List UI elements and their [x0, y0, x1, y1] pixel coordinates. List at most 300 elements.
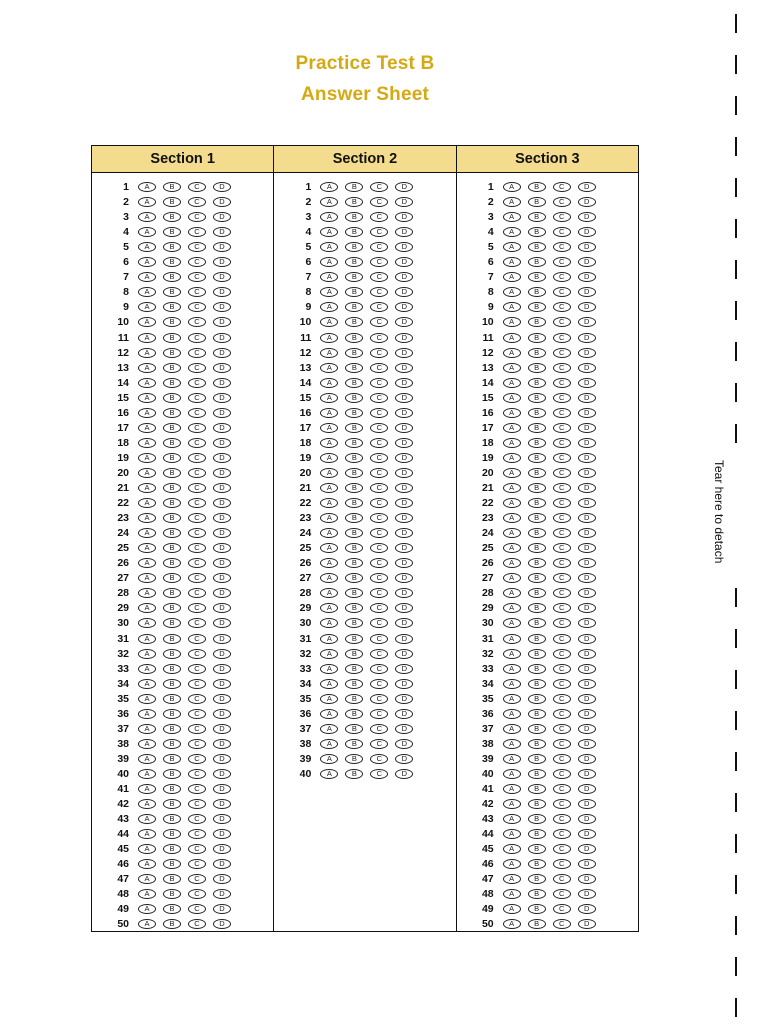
answer-bubble-c[interactable]: C [553, 874, 571, 884]
answer-bubble-c[interactable]: C [553, 754, 571, 764]
answer-bubble-c[interactable]: C [553, 859, 571, 869]
answer-bubble-d[interactable]: D [578, 634, 596, 644]
answer-bubble-a[interactable]: A [138, 543, 156, 553]
answer-bubble-a[interactable]: A [138, 528, 156, 538]
answer-bubble-b[interactable]: B [163, 573, 181, 583]
answer-bubble-c[interactable]: C [553, 829, 571, 839]
answer-bubble-a[interactable]: A [503, 528, 521, 538]
answer-bubble-a[interactable]: A [320, 739, 338, 749]
answer-bubble-d[interactable]: D [578, 363, 596, 373]
answer-bubble-d[interactable]: D [395, 754, 413, 764]
answer-bubble-d[interactable]: D [578, 889, 596, 899]
answer-bubble-d[interactable]: D [578, 874, 596, 884]
answer-bubble-c[interactable]: C [553, 618, 571, 628]
answer-bubble-d[interactable]: D [578, 724, 596, 734]
answer-bubble-d[interactable]: D [578, 859, 596, 869]
answer-bubble-c[interactable]: C [370, 468, 388, 478]
answer-bubble-c[interactable]: C [188, 874, 206, 884]
answer-bubble-c[interactable]: C [188, 649, 206, 659]
answer-bubble-d[interactable]: D [578, 558, 596, 568]
answer-bubble-a[interactable]: A [320, 302, 338, 312]
answer-bubble-c[interactable]: C [553, 664, 571, 674]
answer-bubble-b[interactable]: B [528, 468, 546, 478]
answer-bubble-c[interactable]: C [553, 333, 571, 343]
answer-bubble-c[interactable]: C [188, 919, 206, 929]
answer-bubble-a[interactable]: A [503, 257, 521, 267]
answer-bubble-c[interactable]: C [553, 483, 571, 493]
answer-bubble-d[interactable]: D [395, 709, 413, 719]
answer-bubble-a[interactable]: A [503, 769, 521, 779]
answer-bubble-c[interactable]: C [370, 182, 388, 192]
answer-bubble-b[interactable]: B [528, 618, 546, 628]
answer-bubble-d[interactable]: D [213, 227, 231, 237]
answer-bubble-a[interactable]: A [503, 317, 521, 327]
answer-bubble-a[interactable]: A [503, 453, 521, 463]
answer-bubble-b[interactable]: B [163, 874, 181, 884]
answer-bubble-c[interactable]: C [553, 408, 571, 418]
answer-bubble-d[interactable]: D [395, 724, 413, 734]
answer-bubble-d[interactable]: D [578, 438, 596, 448]
answer-bubble-b[interactable]: B [163, 272, 181, 282]
answer-bubble-c[interactable]: C [188, 573, 206, 583]
answer-bubble-d[interactable]: D [578, 317, 596, 327]
answer-bubble-d[interactable]: D [578, 694, 596, 704]
answer-bubble-c[interactable]: C [188, 333, 206, 343]
answer-bubble-b[interactable]: B [345, 573, 363, 583]
answer-bubble-d[interactable]: D [213, 784, 231, 794]
answer-bubble-b[interactable]: B [163, 588, 181, 598]
answer-bubble-b[interactable]: B [163, 799, 181, 809]
answer-bubble-d[interactable]: D [395, 287, 413, 297]
answer-bubble-a[interactable]: A [320, 317, 338, 327]
answer-bubble-b[interactable]: B [163, 543, 181, 553]
answer-bubble-c[interactable]: C [553, 348, 571, 358]
answer-bubble-a[interactable]: A [503, 664, 521, 674]
answer-bubble-d[interactable]: D [578, 769, 596, 779]
answer-bubble-c[interactable]: C [188, 904, 206, 914]
answer-bubble-c[interactable]: C [370, 378, 388, 388]
answer-bubble-c[interactable]: C [553, 287, 571, 297]
answer-bubble-c[interactable]: C [553, 513, 571, 523]
answer-bubble-d[interactable]: D [395, 739, 413, 749]
answer-bubble-d[interactable]: D [395, 618, 413, 628]
answer-bubble-a[interactable]: A [138, 694, 156, 704]
answer-bubble-c[interactable]: C [188, 679, 206, 689]
answer-bubble-d[interactable]: D [578, 348, 596, 358]
answer-bubble-a[interactable]: A [138, 799, 156, 809]
answer-bubble-a[interactable]: A [503, 227, 521, 237]
answer-bubble-a[interactable]: A [320, 227, 338, 237]
answer-bubble-d[interactable]: D [213, 754, 231, 764]
answer-bubble-d[interactable]: D [578, 919, 596, 929]
answer-bubble-b[interactable]: B [163, 679, 181, 689]
answer-bubble-b[interactable]: B [528, 483, 546, 493]
answer-bubble-b[interactable]: B [528, 649, 546, 659]
answer-bubble-b[interactable]: B [528, 679, 546, 689]
answer-bubble-c[interactable]: C [553, 739, 571, 749]
answer-bubble-a[interactable]: A [138, 197, 156, 207]
answer-bubble-c[interactable]: C [370, 679, 388, 689]
answer-bubble-d[interactable]: D [213, 829, 231, 839]
answer-bubble-b[interactable]: B [528, 257, 546, 267]
answer-bubble-a[interactable]: A [138, 573, 156, 583]
answer-bubble-c[interactable]: C [188, 588, 206, 598]
answer-bubble-b[interactable]: B [345, 528, 363, 538]
answer-bubble-c[interactable]: C [370, 483, 388, 493]
answer-bubble-a[interactable]: A [138, 874, 156, 884]
answer-bubble-b[interactable]: B [528, 739, 546, 749]
answer-bubble-b[interactable]: B [528, 423, 546, 433]
answer-bubble-a[interactable]: A [503, 588, 521, 598]
answer-bubble-b[interactable]: B [345, 709, 363, 719]
answer-bubble-c[interactable]: C [188, 227, 206, 237]
answer-bubble-d[interactable]: D [578, 618, 596, 628]
answer-bubble-a[interactable]: A [320, 287, 338, 297]
answer-bubble-c[interactable]: C [188, 438, 206, 448]
answer-bubble-a[interactable]: A [138, 814, 156, 824]
answer-bubble-a[interactable]: A [320, 378, 338, 388]
answer-bubble-a[interactable]: A [138, 618, 156, 628]
answer-bubble-a[interactable]: A [320, 272, 338, 282]
answer-bubble-b[interactable]: B [345, 257, 363, 267]
answer-bubble-b[interactable]: B [163, 919, 181, 929]
answer-bubble-d[interactable]: D [395, 378, 413, 388]
answer-bubble-d[interactable]: D [395, 513, 413, 523]
answer-bubble-b[interactable]: B [163, 724, 181, 734]
answer-bubble-b[interactable]: B [345, 287, 363, 297]
answer-bubble-a[interactable]: A [503, 889, 521, 899]
answer-bubble-d[interactable]: D [578, 272, 596, 282]
answer-bubble-a[interactable]: A [138, 242, 156, 252]
answer-bubble-b[interactable]: B [528, 498, 546, 508]
answer-bubble-d[interactable]: D [578, 513, 596, 523]
answer-bubble-b[interactable]: B [163, 483, 181, 493]
answer-bubble-c[interactable]: C [370, 513, 388, 523]
answer-bubble-b[interactable]: B [528, 317, 546, 327]
answer-bubble-a[interactable]: A [320, 242, 338, 252]
answer-bubble-a[interactable]: A [138, 438, 156, 448]
answer-bubble-c[interactable]: C [370, 272, 388, 282]
answer-bubble-b[interactable]: B [528, 874, 546, 884]
answer-bubble-b[interactable]: B [163, 423, 181, 433]
answer-bubble-b[interactable]: B [345, 272, 363, 282]
answer-bubble-a[interactable]: A [503, 724, 521, 734]
answer-bubble-a[interactable]: A [138, 634, 156, 644]
answer-bubble-b[interactable]: B [528, 302, 546, 312]
answer-bubble-b[interactable]: B [528, 438, 546, 448]
answer-bubble-d[interactable]: D [213, 543, 231, 553]
answer-bubble-a[interactable]: A [138, 453, 156, 463]
answer-bubble-d[interactable]: D [213, 814, 231, 824]
answer-bubble-d[interactable]: D [213, 408, 231, 418]
answer-bubble-d[interactable]: D [213, 769, 231, 779]
answer-bubble-b[interactable]: B [163, 709, 181, 719]
answer-bubble-d[interactable]: D [213, 919, 231, 929]
answer-bubble-b[interactable]: B [163, 814, 181, 824]
answer-bubble-d[interactable]: D [395, 498, 413, 508]
answer-bubble-c[interactable]: C [553, 904, 571, 914]
answer-bubble-c[interactable]: C [553, 679, 571, 689]
answer-bubble-b[interactable]: B [163, 453, 181, 463]
answer-bubble-d[interactable]: D [213, 739, 231, 749]
answer-bubble-a[interactable]: A [503, 814, 521, 824]
answer-bubble-b[interactable]: B [345, 543, 363, 553]
answer-bubble-b[interactable]: B [163, 513, 181, 523]
answer-bubble-b[interactable]: B [163, 182, 181, 192]
answer-bubble-b[interactable]: B [528, 573, 546, 583]
answer-bubble-a[interactable]: A [320, 769, 338, 779]
answer-bubble-a[interactable]: A [320, 588, 338, 598]
answer-bubble-a[interactable]: A [138, 182, 156, 192]
answer-bubble-a[interactable]: A [503, 363, 521, 373]
answer-bubble-b[interactable]: B [345, 603, 363, 613]
answer-bubble-a[interactable]: A [138, 784, 156, 794]
answer-bubble-b[interactable]: B [345, 724, 363, 734]
answer-bubble-d[interactable]: D [213, 513, 231, 523]
answer-bubble-a[interactable]: A [503, 242, 521, 252]
answer-bubble-c[interactable]: C [188, 408, 206, 418]
answer-bubble-a[interactable]: A [320, 483, 338, 493]
answer-bubble-a[interactable]: A [503, 829, 521, 839]
answer-bubble-d[interactable]: D [213, 889, 231, 899]
answer-bubble-b[interactable]: B [345, 182, 363, 192]
answer-bubble-a[interactable]: A [503, 287, 521, 297]
answer-bubble-c[interactable]: C [553, 603, 571, 613]
answer-bubble-b[interactable]: B [163, 212, 181, 222]
answer-bubble-b[interactable]: B [345, 513, 363, 523]
answer-bubble-b[interactable]: B [345, 483, 363, 493]
answer-bubble-d[interactable]: D [578, 182, 596, 192]
answer-bubble-d[interactable]: D [578, 679, 596, 689]
answer-bubble-b[interactable]: B [345, 212, 363, 222]
answer-bubble-b[interactable]: B [163, 363, 181, 373]
answer-bubble-a[interactable]: A [138, 483, 156, 493]
answer-bubble-b[interactable]: B [163, 393, 181, 403]
answer-bubble-a[interactable]: A [320, 348, 338, 358]
answer-bubble-a[interactable]: A [503, 543, 521, 553]
answer-bubble-a[interactable]: A [138, 603, 156, 613]
answer-bubble-d[interactable]: D [395, 348, 413, 358]
answer-bubble-c[interactable]: C [370, 197, 388, 207]
answer-bubble-d[interactable]: D [213, 242, 231, 252]
answer-bubble-c[interactable]: C [370, 528, 388, 538]
answer-bubble-b[interactable]: B [163, 889, 181, 899]
answer-bubble-a[interactable]: A [503, 634, 521, 644]
answer-bubble-b[interactable]: B [528, 784, 546, 794]
answer-bubble-c[interactable]: C [553, 363, 571, 373]
answer-bubble-c[interactable]: C [553, 889, 571, 899]
answer-bubble-b[interactable]: B [528, 859, 546, 869]
answer-bubble-b[interactable]: B [528, 889, 546, 899]
answer-bubble-d[interactable]: D [578, 754, 596, 764]
answer-bubble-c[interactable]: C [370, 333, 388, 343]
answer-bubble-a[interactable]: A [503, 558, 521, 568]
answer-bubble-a[interactable]: A [320, 724, 338, 734]
answer-bubble-a[interactable]: A [138, 272, 156, 282]
answer-bubble-a[interactable]: A [320, 468, 338, 478]
answer-bubble-c[interactable]: C [553, 588, 571, 598]
answer-bubble-d[interactable]: D [578, 709, 596, 719]
answer-bubble-d[interactable]: D [578, 333, 596, 343]
answer-bubble-c[interactable]: C [553, 799, 571, 809]
answer-bubble-a[interactable]: A [138, 468, 156, 478]
answer-bubble-a[interactable]: A [503, 874, 521, 884]
answer-bubble-d[interactable]: D [213, 212, 231, 222]
answer-bubble-d[interactable]: D [395, 408, 413, 418]
answer-bubble-c[interactable]: C [188, 543, 206, 553]
answer-bubble-d[interactable]: D [578, 814, 596, 824]
answer-bubble-b[interactable]: B [163, 603, 181, 613]
answer-bubble-d[interactable]: D [578, 784, 596, 794]
answer-bubble-c[interactable]: C [553, 814, 571, 824]
answer-bubble-d[interactable]: D [213, 664, 231, 674]
answer-bubble-b[interactable]: B [163, 227, 181, 237]
answer-bubble-d[interactable]: D [213, 438, 231, 448]
answer-bubble-b[interactable]: B [345, 227, 363, 237]
answer-bubble-b[interactable]: B [528, 182, 546, 192]
answer-bubble-b[interactable]: B [163, 408, 181, 418]
answer-bubble-c[interactable]: C [188, 378, 206, 388]
answer-bubble-b[interactable]: B [163, 769, 181, 779]
answer-bubble-d[interactable]: D [578, 543, 596, 553]
answer-bubble-c[interactable]: C [188, 889, 206, 899]
answer-bubble-d[interactable]: D [395, 363, 413, 373]
answer-bubble-b[interactable]: B [163, 754, 181, 764]
answer-bubble-a[interactable]: A [138, 333, 156, 343]
answer-bubble-a[interactable]: A [138, 408, 156, 418]
answer-bubble-c[interactable]: C [553, 919, 571, 929]
answer-bubble-a[interactable]: A [320, 528, 338, 538]
answer-bubble-d[interactable]: D [395, 182, 413, 192]
answer-bubble-b[interactable]: B [163, 438, 181, 448]
answer-bubble-b[interactable]: B [528, 558, 546, 568]
answer-bubble-d[interactable]: D [213, 588, 231, 598]
answer-bubble-a[interactable]: A [320, 573, 338, 583]
answer-bubble-d[interactable]: D [395, 664, 413, 674]
answer-bubble-b[interactable]: B [345, 769, 363, 779]
answer-bubble-d[interactable]: D [395, 453, 413, 463]
answer-bubble-a[interactable]: A [320, 694, 338, 704]
answer-bubble-c[interactable]: C [370, 618, 388, 628]
answer-bubble-c[interactable]: C [370, 348, 388, 358]
answer-bubble-a[interactable]: A [503, 408, 521, 418]
answer-bubble-b[interactable]: B [528, 634, 546, 644]
answer-bubble-d[interactable]: D [395, 257, 413, 267]
answer-bubble-c[interactable]: C [553, 272, 571, 282]
answer-bubble-b[interactable]: B [528, 528, 546, 538]
answer-bubble-c[interactable]: C [553, 212, 571, 222]
answer-bubble-d[interactable]: D [213, 468, 231, 478]
answer-bubble-d[interactable]: D [213, 197, 231, 207]
answer-bubble-a[interactable]: A [138, 558, 156, 568]
answer-bubble-d[interactable]: D [578, 302, 596, 312]
answer-bubble-a[interactable]: A [503, 333, 521, 343]
answer-bubble-b[interactable]: B [345, 378, 363, 388]
answer-bubble-c[interactable]: C [370, 302, 388, 312]
answer-bubble-c[interactable]: C [370, 558, 388, 568]
answer-bubble-b[interactable]: B [345, 468, 363, 478]
answer-bubble-c[interactable]: C [370, 408, 388, 418]
answer-bubble-a[interactable]: A [138, 513, 156, 523]
answer-bubble-d[interactable]: D [395, 558, 413, 568]
answer-bubble-a[interactable]: A [320, 423, 338, 433]
answer-bubble-d[interactable]: D [395, 197, 413, 207]
answer-bubble-b[interactable]: B [528, 363, 546, 373]
answer-bubble-d[interactable]: D [213, 363, 231, 373]
answer-bubble-d[interactable]: D [395, 227, 413, 237]
answer-bubble-b[interactable]: B [528, 348, 546, 358]
answer-bubble-d[interactable]: D [213, 649, 231, 659]
answer-bubble-b[interactable]: B [528, 588, 546, 598]
answer-bubble-d[interactable]: D [213, 558, 231, 568]
answer-bubble-a[interactable]: A [138, 889, 156, 899]
answer-bubble-c[interactable]: C [188, 754, 206, 764]
answer-bubble-c[interactable]: C [370, 317, 388, 327]
answer-bubble-a[interactable]: A [320, 333, 338, 343]
answer-bubble-a[interactable]: A [138, 709, 156, 719]
answer-bubble-a[interactable]: A [503, 302, 521, 312]
answer-bubble-a[interactable]: A [503, 468, 521, 478]
answer-bubble-a[interactable]: A [138, 769, 156, 779]
answer-bubble-c[interactable]: C [370, 363, 388, 373]
answer-bubble-c[interactable]: C [553, 694, 571, 704]
answer-bubble-c[interactable]: C [188, 302, 206, 312]
answer-bubble-a[interactable]: A [503, 272, 521, 282]
answer-bubble-c[interactable]: C [553, 543, 571, 553]
answer-bubble-b[interactable]: B [345, 438, 363, 448]
answer-bubble-d[interactable]: D [395, 468, 413, 478]
answer-bubble-b[interactable]: B [163, 348, 181, 358]
answer-bubble-b[interactable]: B [345, 618, 363, 628]
answer-bubble-b[interactable]: B [345, 393, 363, 403]
answer-bubble-b[interactable]: B [163, 649, 181, 659]
answer-bubble-a[interactable]: A [503, 513, 521, 523]
answer-bubble-c[interactable]: C [188, 859, 206, 869]
answer-bubble-a[interactable]: A [503, 603, 521, 613]
answer-bubble-b[interactable]: B [345, 317, 363, 327]
answer-bubble-c[interactable]: C [188, 483, 206, 493]
answer-bubble-b[interactable]: B [528, 287, 546, 297]
answer-bubble-b[interactable]: B [345, 588, 363, 598]
answer-bubble-a[interactable]: A [138, 302, 156, 312]
answer-bubble-c[interactable]: C [370, 393, 388, 403]
answer-bubble-d[interactable]: D [213, 844, 231, 854]
answer-bubble-d[interactable]: D [578, 242, 596, 252]
answer-bubble-a[interactable]: A [138, 904, 156, 914]
answer-bubble-c[interactable]: C [188, 363, 206, 373]
answer-bubble-c[interactable]: C [553, 498, 571, 508]
answer-bubble-c[interactable]: C [553, 393, 571, 403]
answer-bubble-d[interactable]: D [578, 393, 596, 403]
answer-bubble-b[interactable]: B [163, 739, 181, 749]
answer-bubble-a[interactable]: A [320, 603, 338, 613]
answer-bubble-a[interactable]: A [503, 618, 521, 628]
answer-bubble-b[interactable]: B [163, 829, 181, 839]
answer-bubble-d[interactable]: D [395, 694, 413, 704]
answer-bubble-c[interactable]: C [553, 573, 571, 583]
answer-bubble-b[interactable]: B [528, 212, 546, 222]
answer-bubble-d[interactable]: D [395, 438, 413, 448]
answer-bubble-c[interactable]: C [553, 634, 571, 644]
answer-bubble-b[interactable]: B [163, 242, 181, 252]
answer-bubble-c[interactable]: C [188, 844, 206, 854]
answer-bubble-c[interactable]: C [188, 498, 206, 508]
answer-bubble-c[interactable]: C [188, 739, 206, 749]
answer-bubble-d[interactable]: D [395, 769, 413, 779]
answer-bubble-c[interactable]: C [188, 468, 206, 478]
answer-bubble-b[interactable]: B [528, 408, 546, 418]
answer-bubble-a[interactable]: A [138, 588, 156, 598]
